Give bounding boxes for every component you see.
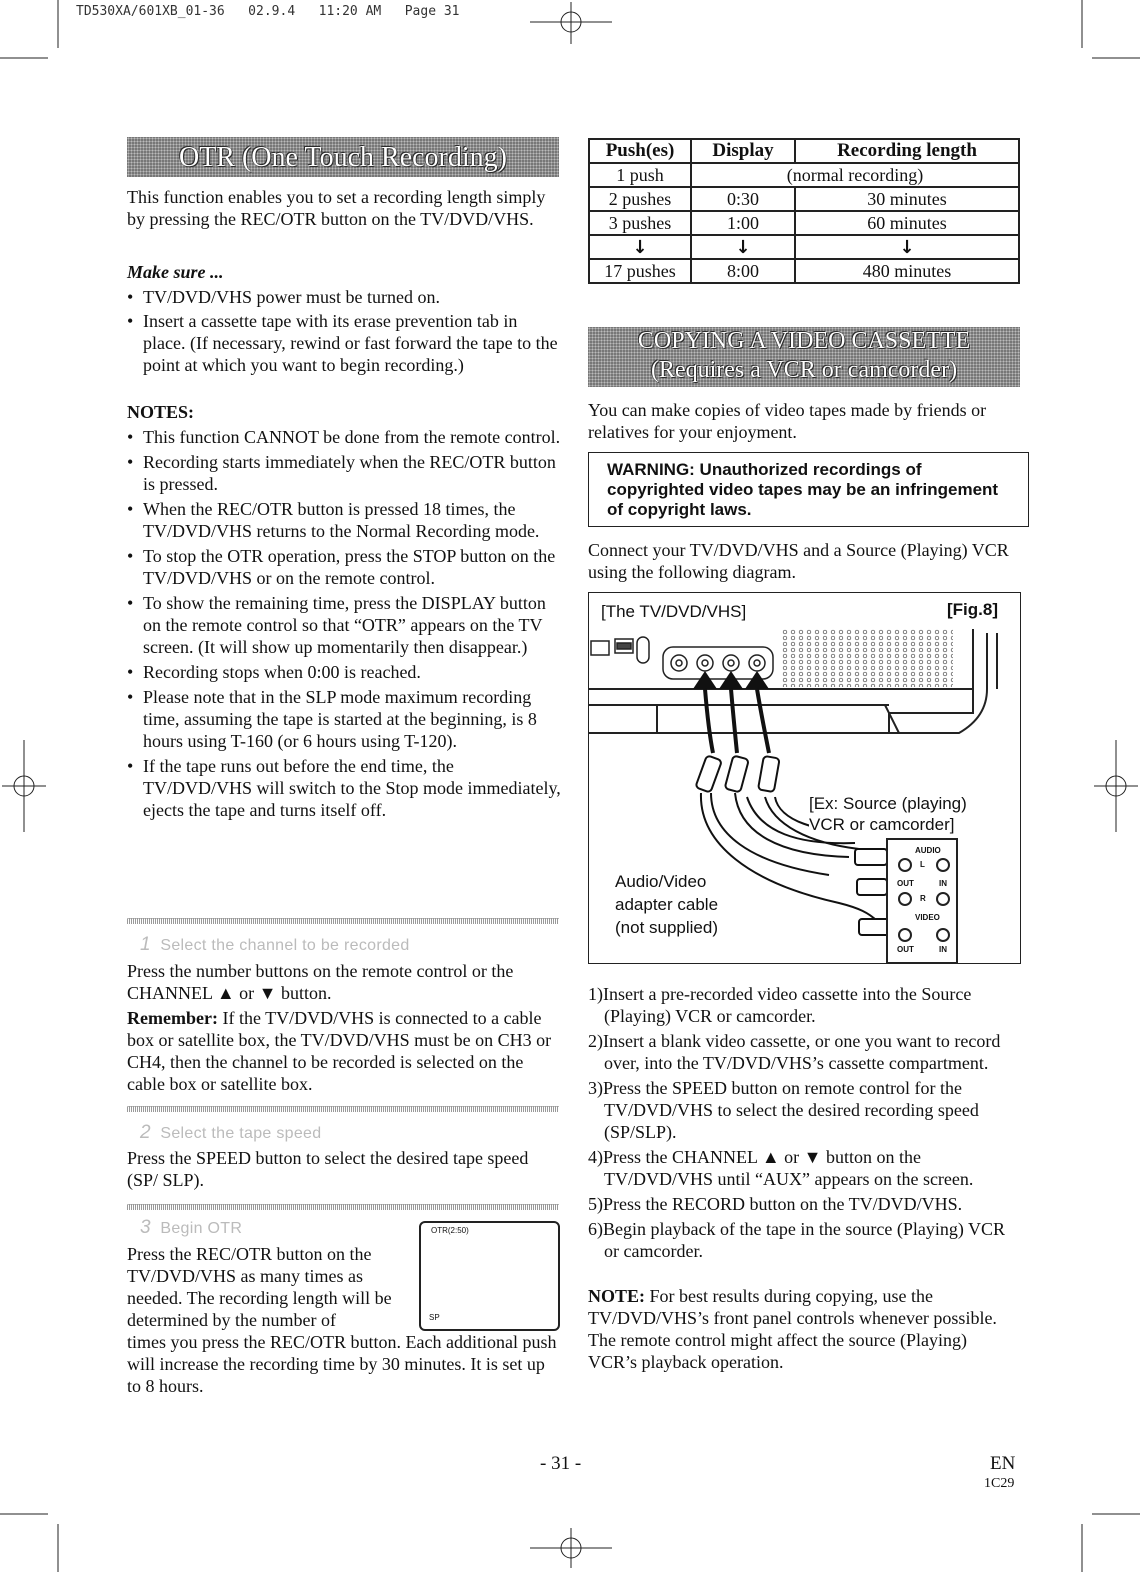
copy-intro: You can make copies of video tapes made by friends or relatives for your enjoyment. xyxy=(588,400,987,442)
tv-label: [The TV/DVD/VHS] xyxy=(601,602,747,621)
make-sure-item: • TV/DVD/VHS power must be turned on. xyxy=(127,286,559,308)
note-item: • Recording starts immediately when the REC/OTR button is pressed. xyxy=(127,451,561,495)
cell-pushes: 1 push xyxy=(589,163,691,187)
rca-plugs xyxy=(695,755,779,792)
table-header-row xyxy=(589,139,1019,163)
video-label: VIDEO xyxy=(915,913,940,922)
copy-step: 4)Press the CHANNEL ▲ or ▼ button on the TV/DVD/VHS until “AUX” appears on the screen. xyxy=(588,1147,974,1189)
audio-label: AUDIO xyxy=(915,846,941,855)
connect-text: Connect your TV/DVD/VHS and a Source (Playing) VCR using the following diagram. xyxy=(588,540,1009,582)
table-row xyxy=(589,259,1019,283)
make-sure-list xyxy=(127,286,559,376)
step3-heading xyxy=(140,1217,242,1239)
table-row xyxy=(589,187,1019,211)
step3-text: Press the REC/OTR button on the TV/DVD/VHS as many times as needed. The recording length will be determined by the number of xyxy=(127,1244,392,1330)
cell-display: 1:00 xyxy=(691,211,795,235)
copy-note xyxy=(588,1285,1018,1373)
cell-length: 60 minutes xyxy=(795,211,1019,235)
copy-title-line1: COPYING A VIDEO CASSETTE xyxy=(637,328,971,354)
warning-box xyxy=(588,452,1029,527)
remember-text: If the TV/DVD/VHS is connected to a cable box or satellite box, the TV/DVD/VHS must be on CH3 or CH4, then the channel to be recorded is selected on the cable box or satellite box. xyxy=(127,1008,552,1094)
cell-pushes: 3 pushes xyxy=(589,211,691,235)
note-label: NOTE: xyxy=(588,1286,646,1306)
step1-heading xyxy=(140,934,410,956)
arrow-down-icon: ↓ xyxy=(795,235,1019,259)
note-item: • When the REC/OTR button is pressed 18 times, the TV/DVD/VHS returns to the Normal Recording mode. xyxy=(127,498,561,542)
cell-pushes: 2 pushes xyxy=(589,187,691,211)
tv-body xyxy=(589,629,997,733)
copy-step: 1)Insert a pre-recorded video cassette into the Source (Playing) VCR or camcorder. xyxy=(588,984,972,1026)
divider xyxy=(127,1204,559,1210)
step1-remember xyxy=(127,1007,561,1095)
step3-number: 3 xyxy=(140,1217,151,1238)
recording-length-table xyxy=(588,138,1020,284)
step3-title: Begin OTR xyxy=(160,1220,243,1237)
remember-label: Remember: xyxy=(127,1008,218,1028)
notes-label: NOTES: xyxy=(127,402,195,422)
cell-pushes: 17 pushes xyxy=(589,259,691,283)
copy-title-banner xyxy=(588,327,1020,387)
note-item: • This function CANNOT be done from the remote control. xyxy=(127,426,561,448)
figure-8 xyxy=(588,592,1021,964)
arrow-down-icon: ↓ xyxy=(691,235,795,259)
in-label: IN xyxy=(939,879,947,888)
notes-list xyxy=(127,426,561,821)
table-row xyxy=(589,211,1019,235)
step3-text-continued: times you press the REC/OTR button. Each additional push will increase the recording time by 30 minutes. It is set up to 8 hours. xyxy=(127,1332,557,1396)
step2-heading xyxy=(140,1122,321,1144)
step1-number: 1 xyxy=(140,934,151,955)
note-item: • Recording stops when 0:00 is reached. xyxy=(127,661,561,683)
source-plugs xyxy=(855,849,889,935)
av-cables xyxy=(705,689,769,753)
copy-step: 3)Press the SPEED button on remote control for the TV/DVD/VHS to select the desired recording speed (SP/SLP). xyxy=(588,1078,979,1142)
divider xyxy=(127,918,559,924)
document-code: 1C29 xyxy=(984,1476,1015,1491)
l-label: L xyxy=(920,860,925,869)
warning-text: WARNING: Unauthorized recordings of copyrighted video tapes may be an infringement of copyright laws. xyxy=(607,460,999,519)
table-row xyxy=(589,163,1019,187)
header-pushes: Push(es) xyxy=(589,139,691,163)
note-text: For best results during copying, use the TV/DVD/VHS’s front panel controls whenever possible. The remote control might affect the source (Playing) VCR’s playback operation. xyxy=(588,1286,997,1372)
step2-text: Press the SPEED button to select the desired tape speed (SP/ SLP). xyxy=(127,1148,529,1190)
cell-length: 480 minutes xyxy=(795,259,1019,283)
figure-number: [Fig.8] xyxy=(947,600,998,619)
step2-title: Select the tape speed xyxy=(160,1125,322,1142)
screen-otr-readout: OTR(2:50) xyxy=(431,1226,469,1235)
make-sure-item: • Insert a cassette tape with its erase prevention tab in place. (If necessary, rewind or fast forward the tape to the point at which you want to begin recording.) xyxy=(127,310,559,376)
copy-steps xyxy=(588,983,1022,1262)
table-arrow-row xyxy=(589,235,1019,259)
arrow-down-icon: ↓ xyxy=(589,235,691,259)
screen-speed-readout: SP xyxy=(429,1313,440,1322)
note-item: • To show the remaining time, press the DISPLAY button on the remote control so that “OTR” appears on the TV screen. (It will show up momentarily then disappear.) xyxy=(127,592,561,658)
up-arrow-icons xyxy=(693,671,769,689)
copy-step: 6)Begin playback of the tape in the source (Playing) VCR or camcorder. xyxy=(588,1219,1006,1261)
step1-text: Press the number buttons on the remote control or the CHANNEL ▲ or ▼ button. xyxy=(127,961,514,1003)
out-label: OUT xyxy=(897,945,914,954)
make-sure-label: Make sure ... xyxy=(127,262,224,282)
r-label: R xyxy=(920,894,926,903)
tv-front-jacks xyxy=(591,637,773,679)
otr-intro: This function enables you to set a recording length simply by pressing the REC/OTR button on the TV/DVD/VHS. xyxy=(127,187,546,229)
tv-screen-display xyxy=(419,1221,560,1331)
page-number: - 31 - xyxy=(540,1453,582,1474)
divider xyxy=(127,1106,559,1112)
out-label: OUT xyxy=(897,879,914,888)
cable-label: Audio/Video adapter cable (not supplied) xyxy=(615,872,719,937)
copy-title-line2: (Requires a VCR or camcorder) xyxy=(650,357,958,383)
cell-display: 8:00 xyxy=(691,259,795,283)
copy-step: 5)Press the RECORD button on the TV/DVD/VHS. xyxy=(588,1194,963,1214)
note-item: • If the tape runs out before the end time, the TV/DVD/VHS will switch to the Stop mode immediately, ejects the tape and turns itself off. xyxy=(127,755,561,821)
in-label: IN xyxy=(939,945,947,954)
otr-title: OTR (One Touch Recording) xyxy=(178,142,507,173)
header-length: Recording length xyxy=(795,139,1019,163)
cell-display: 0:30 xyxy=(691,187,795,211)
header-display: Display xyxy=(691,139,795,163)
note-item: • Please note that in the SLP mode maximum recording time, assuming the tape is started at the beginning, is 8 hours using T-160 (or 6 hours using T-120). xyxy=(127,686,561,752)
copy-step: 2)Insert a blank video cassette, or one you want to record over, into the TV/DVD/VHS’s cassette compartment. xyxy=(588,1031,1001,1073)
step2-number: 2 xyxy=(140,1122,151,1143)
step1-title: Select the channel to be recorded xyxy=(160,937,410,954)
cell-normal-recording: (normal recording) xyxy=(691,163,1019,187)
source-label: [Ex: Source (playing) VCR or camcorder] xyxy=(809,794,967,834)
print-slug: TD530XA/601XB_01-36 02.9.4 11:20 AM Page 31 xyxy=(76,4,460,19)
otr-title-banner xyxy=(127,137,559,177)
note-item: • To stop the OTR operation, press the STOP button on the TV/DVD/VHS or on the remote control. xyxy=(127,545,561,589)
language-code: EN xyxy=(990,1453,1016,1474)
cell-length: 30 minutes xyxy=(795,187,1019,211)
